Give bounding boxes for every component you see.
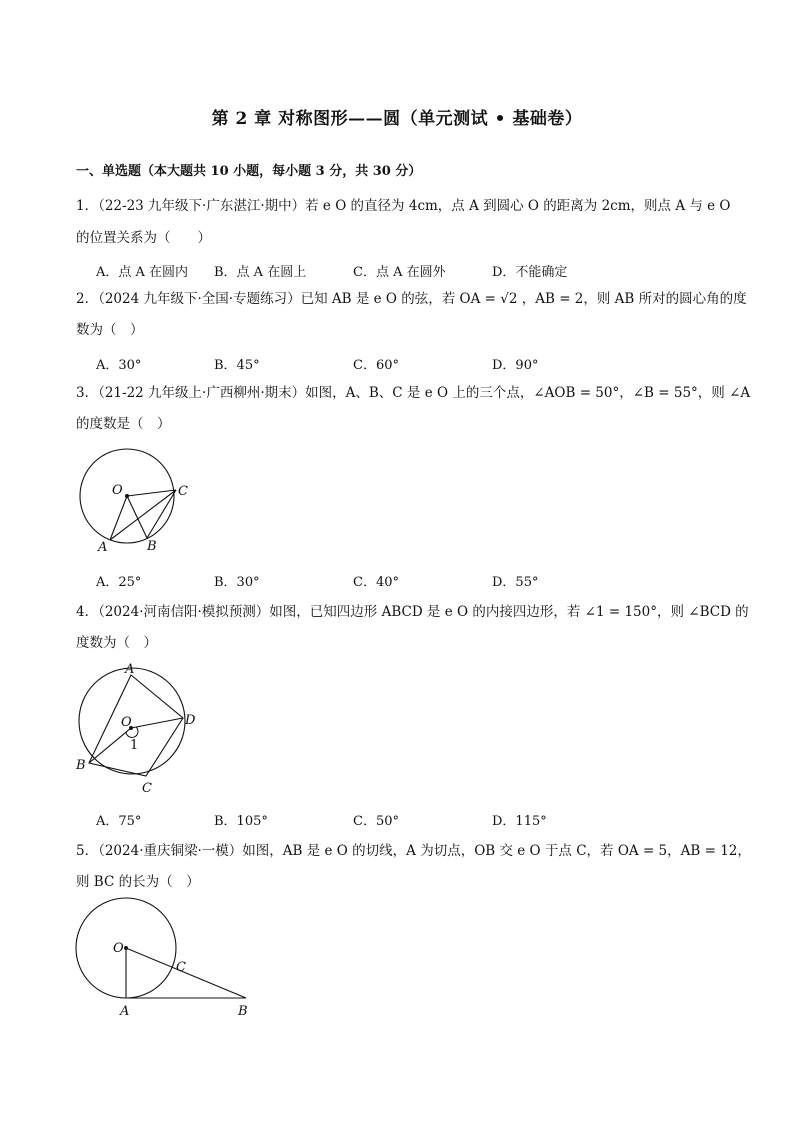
label-b: B	[238, 1004, 248, 1019]
question-2-option-d[interactable]: D．90°	[492, 358, 539, 373]
question-2-option-b[interactable]: B．45°	[214, 358, 260, 373]
question-4-line-2: 度数为（ ）	[76, 635, 157, 651]
question-3-option-b[interactable]: B．30°	[214, 575, 260, 590]
question-3-option-a[interactable]: A．25°	[96, 575, 142, 590]
question-4-option-b[interactable]: B．105°	[214, 814, 268, 829]
section-heading: 一、单选题（本大题共 10 小题，每小题 3 分，共 30 分）	[76, 164, 422, 179]
question-3-option-c[interactable]: C．40°	[353, 575, 399, 590]
question-2-line-2: 数为（ ）	[76, 322, 144, 338]
question-1-option-b[interactable]: B．点 A 在圆上	[214, 265, 307, 280]
label-a: A	[98, 540, 108, 555]
center-point	[124, 946, 128, 950]
label-o: O	[112, 483, 123, 498]
segment-ob	[126, 948, 246, 998]
label-a: A	[125, 662, 135, 677]
label-c: C	[176, 960, 186, 975]
question-5-figure	[70, 896, 260, 1022]
segment-od	[131, 718, 183, 728]
question-3-figure	[70, 446, 200, 558]
question-3-option-d[interactable]: D．55°	[492, 575, 539, 590]
page-title: 第 2 章 对称图形——圆（单元测试 • 基础卷）	[211, 109, 583, 129]
label-angle-1: 1	[130, 738, 139, 753]
question-3-line-1: 3．（21-22 九年级上·广西柳州·期末）如图，A、B、C 是 e O 上的三个点，∠AOB = 50°，∠B = 55°，则 ∠A	[76, 385, 751, 401]
label-o: O	[113, 941, 124, 956]
center-point	[125, 494, 129, 498]
question-2-line-1: 2．（2024 九年级下·全国·专题练习）已知 AB 是 e O 的弦，若 OA = √2 ，AB = 2，则 AB 所对的圆心角的度	[76, 291, 747, 307]
question-2-option-c[interactable]: C．60°	[353, 358, 399, 373]
segment-ob	[127, 496, 147, 538]
label-o: O	[121, 715, 132, 730]
question-4-option-d[interactable]: D．115°	[492, 814, 547, 829]
question-1-option-a[interactable]: A．点 A 在圆内	[96, 265, 189, 280]
question-1-line-1: 1．（22-23 九年级下·广东湛江·期中）若 e O 的直径为 4cm，点 A 到圆心 O 的距离为 2cm，则点 A 与 e O	[76, 198, 731, 214]
question-5-line-1: 5．（2024·重庆铜梁·一模）如图，AB 是 e O 的切线，A 为切点，OB 交 e O 于点 C，若 OA = 5，AB = 12，	[76, 843, 751, 859]
question-1-line-2: 的位置关系为（ ）	[76, 230, 211, 246]
question-4-option-c[interactable]: C．50°	[353, 814, 399, 829]
question-3-line-2: 的度数是（ ）	[76, 416, 171, 432]
label-b: B	[147, 539, 157, 554]
question-4-figure	[70, 662, 210, 800]
label-a: A	[120, 1004, 130, 1019]
label-d: D	[185, 713, 196, 728]
question-4-line-1: 4．（2024·河南信阳·模拟预测）如图，已知四边形 ABCD 是 e O 的内接四边形，若 ∠1 = 150°，则 ∠BCD 的	[76, 604, 749, 620]
label-c: C	[178, 484, 188, 499]
question-4-option-a[interactable]: A．75°	[96, 814, 142, 829]
segment-ob	[89, 728, 131, 763]
segment-bc	[147, 490, 176, 538]
question-2-option-a[interactable]: A．30°	[96, 358, 142, 373]
quadrilateral-abcd	[89, 675, 183, 776]
question-1-option-d[interactable]: D．不能确定	[492, 265, 568, 280]
question-5-line-2: 则 BC 的长为（ ）	[76, 874, 200, 890]
question-1-option-c[interactable]: C．点 A 在圆外	[353, 265, 446, 280]
label-b: B	[76, 758, 86, 773]
label-c: C	[142, 781, 152, 796]
